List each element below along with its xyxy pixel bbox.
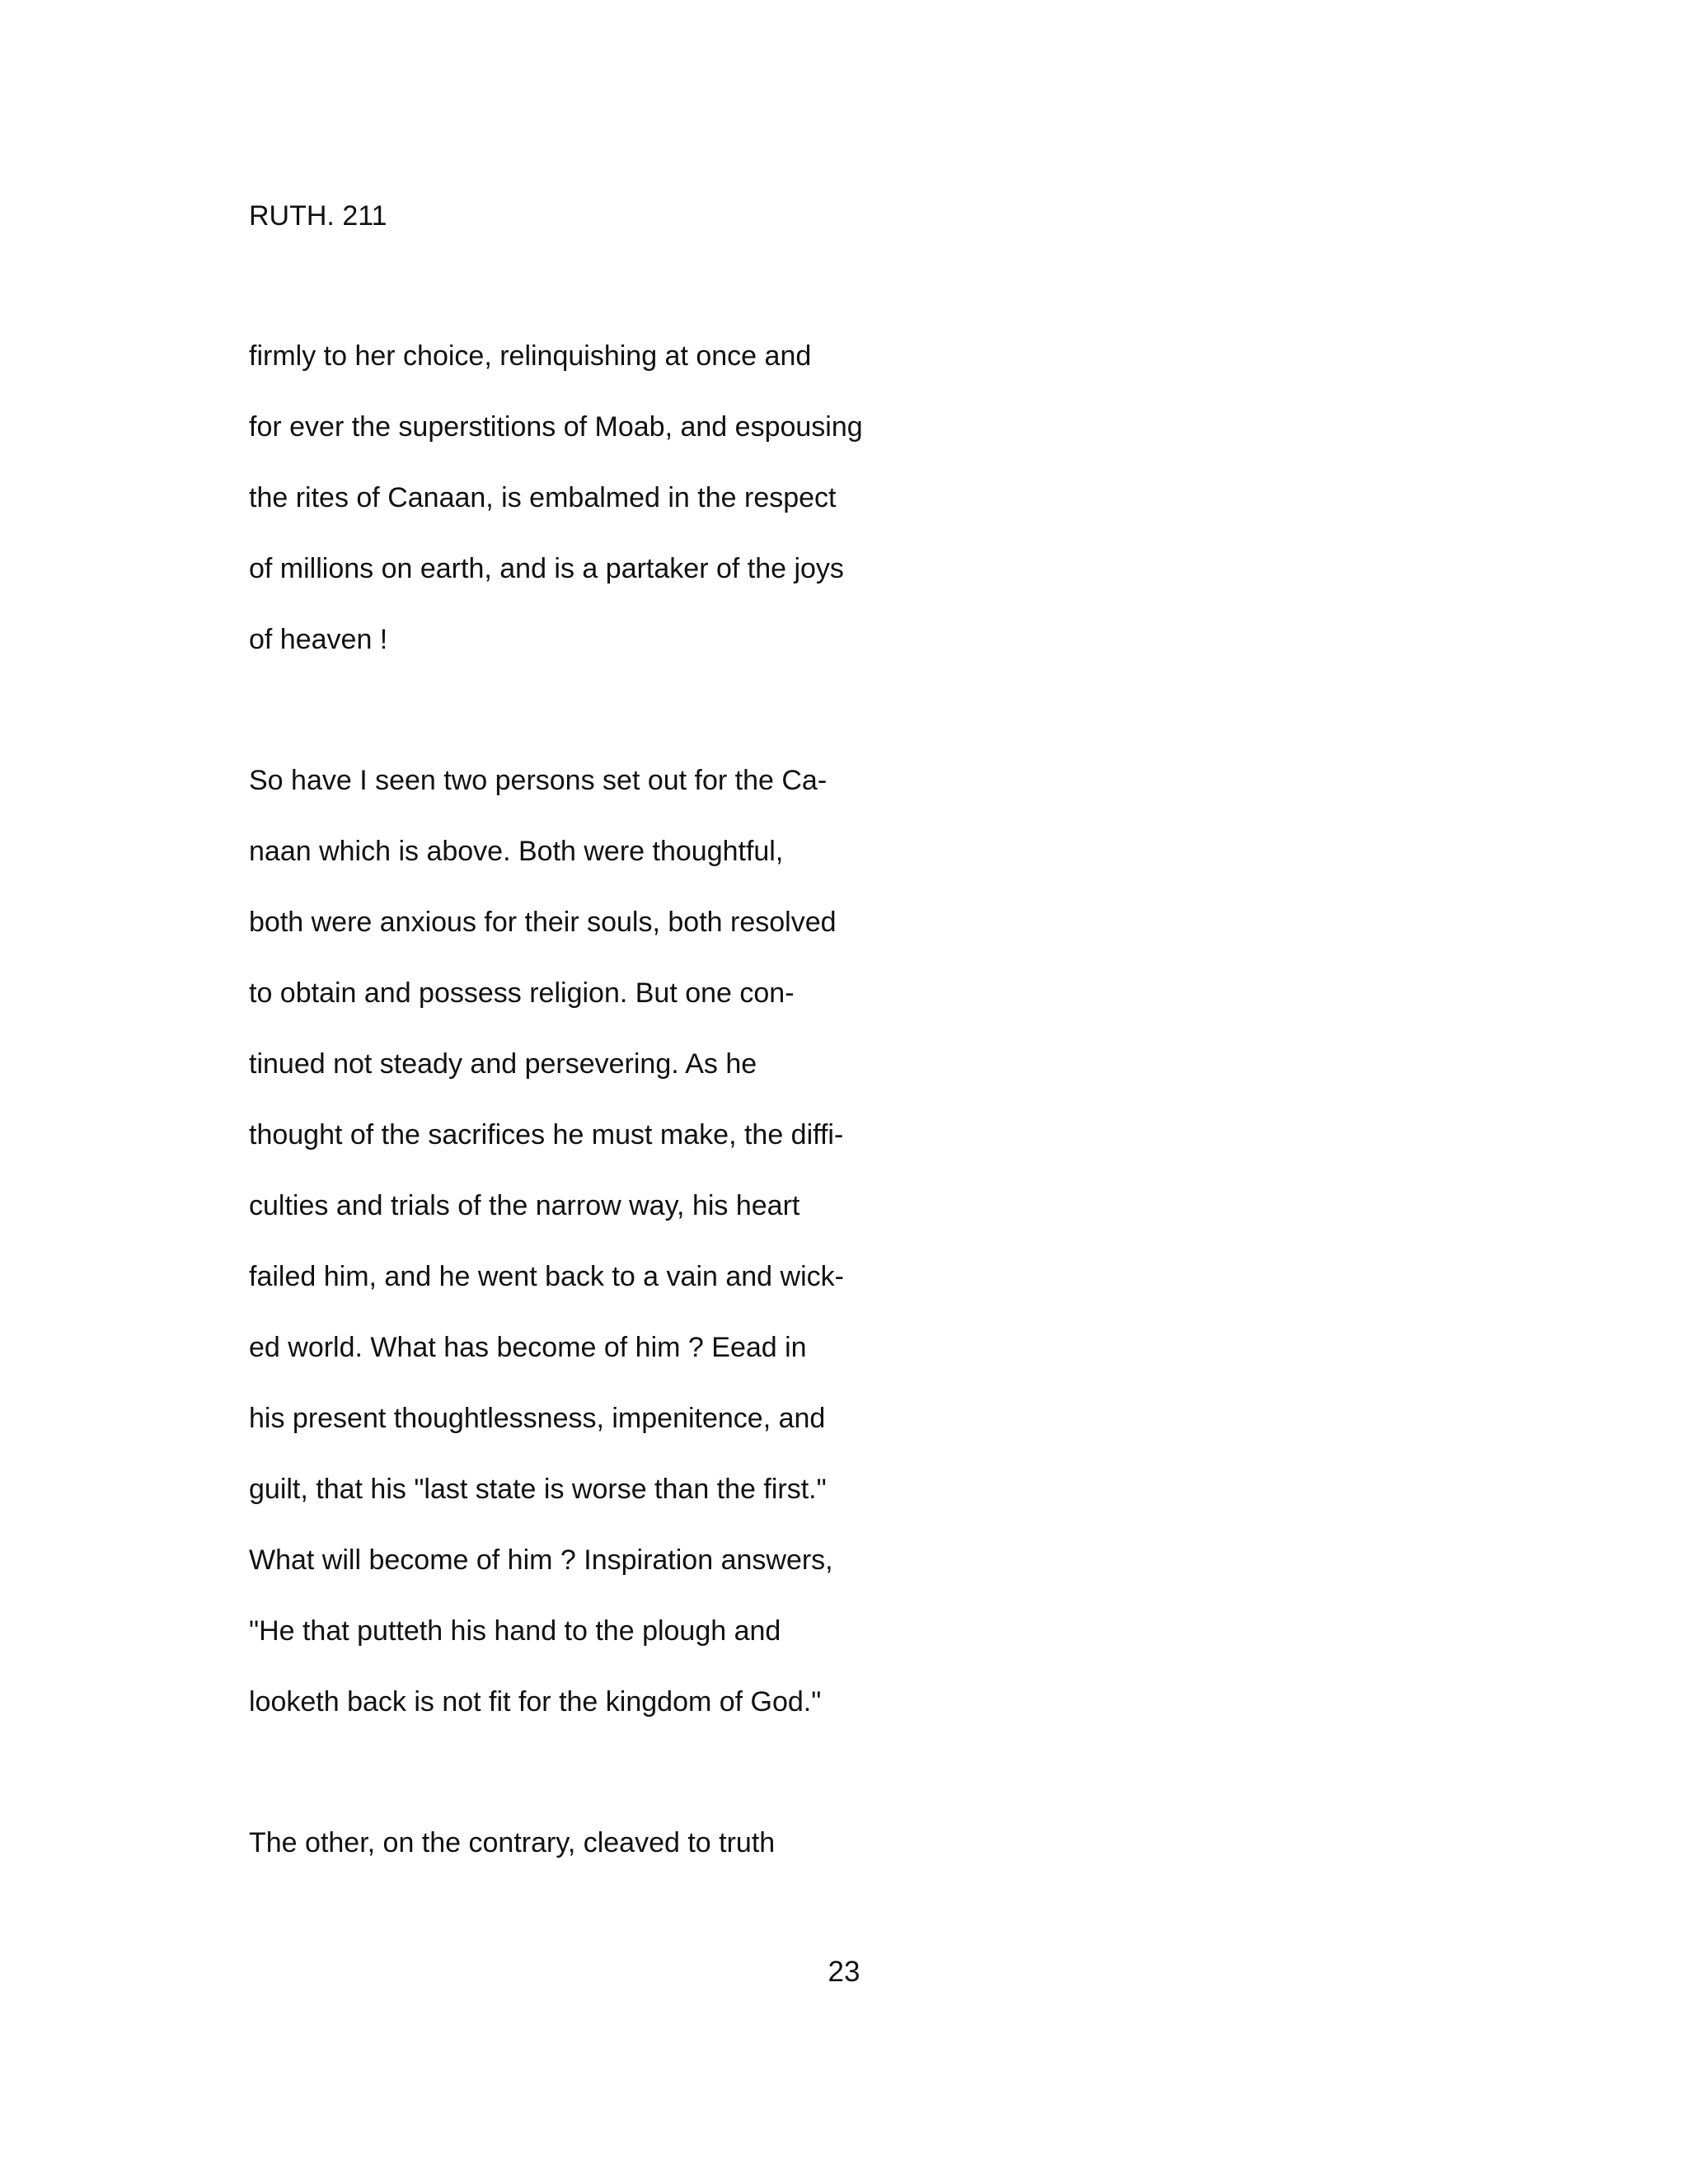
text-line: thought of the sacrifices he must make, the diffi- — [249, 1119, 844, 1151]
text-line: ed world. What has become of him ? Eead in — [249, 1332, 807, 1363]
text-line: tinued not steady and persevering. As he — [249, 1048, 757, 1080]
text-line: of millions on earth, and is a partaker of the joys — [249, 553, 844, 584]
text-line: "He that putteth his hand to the plough and — [249, 1615, 781, 1647]
text-line: his present thoughtlessness, impenitence, and — [249, 1403, 826, 1434]
text-line: for ever the superstitions of Moab, and espousing — [249, 411, 863, 443]
paragraph-1 — [249, 340, 863, 694]
paragraph-3 — [249, 1826, 775, 1897]
text-line: to obtain and possess religion. But one con- — [249, 977, 795, 1009]
text-line: failed him, and he went back to a vain and wick- — [249, 1261, 844, 1292]
paragraph-2 — [249, 764, 844, 1756]
text-line: looketh back is not fit for the kingdom of God." — [249, 1686, 822, 1718]
text-line: of heaven ! — [249, 624, 388, 655]
text-line: both were anxious for their souls, both resolved — [249, 907, 837, 938]
text-line: firmly to her choice, relinquishing at once and — [249, 340, 812, 372]
text-line: culties and trials of the narrow way, his heart — [249, 1190, 800, 1221]
running-head: RUTH. 211 — [249, 200, 387, 232]
text-line: The other, on the contrary, cleaved to truth — [249, 1827, 776, 1858]
text-line: What will become of him ? Inspiration answers, — [249, 1544, 833, 1576]
text-line: the rites of Canaan, is embalmed in the respect — [249, 482, 837, 513]
text-line: naan which is above. Both were thoughtful, — [249, 836, 784, 867]
page-number: 23 — [828, 1956, 860, 1988]
text-line: guilt, that his "last state is worse than the first." — [249, 1474, 827, 1505]
text-line: So have I seen two persons set out for the Ca- — [249, 765, 828, 796]
